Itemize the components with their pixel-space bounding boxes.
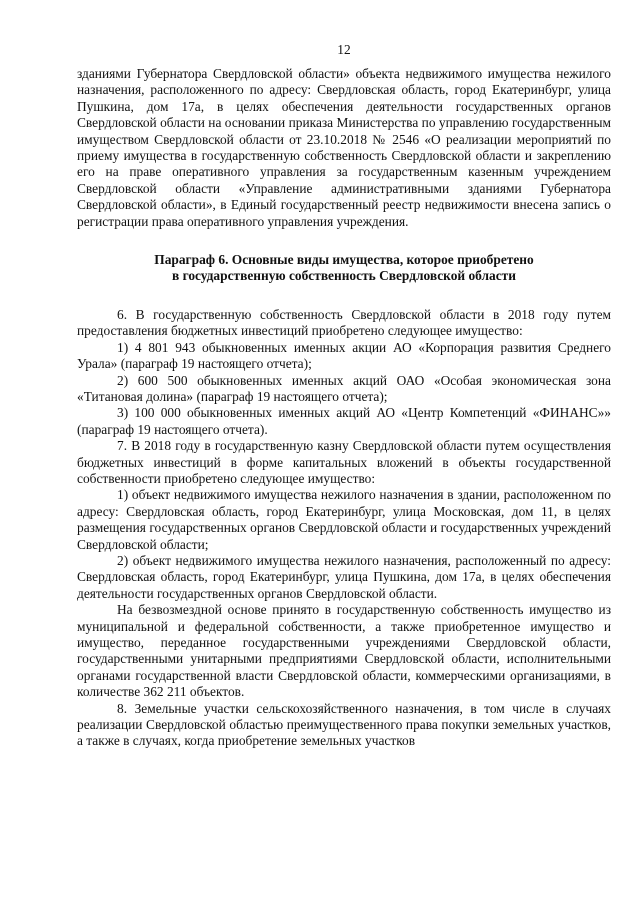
paragraph-subitem-6-2: 2) 600 500 обыкновенных именных акций ОАО «Особая экономическая зона «Титановая долина» (параграф 19 настоящего отчета); — [77, 372, 611, 404]
paragraph-item-8: 8. Земельные участки сельскохозяйственного назначения, в том числе в случаях реализации Свердловской областью преимущественного права покупки земельных участков, а также в случаях, когда приобретение земельных участков — [77, 700, 611, 749]
paragraph-subitem-7-2: 2) объект недвижимого имущества нежилого назначения, расположенный по адресу: Свердловская область, город Екатеринбург, улица Пушкина, дом 17а, в целях обеспечения деятельности государственных органов Свердловской области. — [77, 552, 611, 601]
page-number: 12 — [337, 42, 351, 57]
section-heading-line-1: Параграф 6. Основные виды имущества, которое приобретено — [154, 252, 534, 268]
paragraph-item-6: 6. В государственную собственность Свердловской области в 2018 году путем предоставления бюджетных инвестиций приобретено следующее имущество: — [77, 306, 611, 339]
document-page — [77, 0, 611, 750]
paragraph-item-7: 7. В 2018 году в государственную казну Свердловской области путем осуществления бюджетных инвестиций в форме капитальных вложений в объекты государственной собственности приобретено следующее имущество: — [77, 438, 611, 486]
section-heading — [77, 252, 611, 285]
paragraph-subitem-7-1: 1) объект недвижимого имущества нежилого назначения в здании, расположенном по адресу: Свердловская область, город Екатеринбург, улица Московская, дом 11, в целях размещения государственных органов Свердловской области и государственных учреждений Свердловской области; — [77, 487, 611, 552]
paragraph-subitem-6-3: 3) 100 000 обыкновенных именных акций АО «Центр Компетенций «ФИНАНС»» (параграф 19 настоящего отчета). — [77, 405, 611, 437]
section-heading-line-2: в государственную собственность Свердловской области — [172, 268, 516, 284]
paragraph-subitem-6-1: 1) 4 801 943 обыкновенных именных акции АО «Корпорация развития Среднего Урала» (параграф 19 настоящего отчета); — [77, 339, 611, 372]
paragraph-continuation: зданиями Губернатора Свердловской области» объекта недвижимого имущества нежилого назначения, расположенного по адресу: Свердловская область, город Екатеринбург, улица Пушкина, дом 17а, в целях обеспечения деятельности государственных органов Свердловской области на основании приказа Министерства по управлению государственным имуществом Свердловской области от 23.10.2018 № 2546 «О реализации мероприятий по приему имущества в государственную собственность Свердловской области и закреплению его на праве оперативного управления за государственным казенным учреждением Свердловской области «Управление административными зданиями Губернатора Свердловской области», в Единый государственный реестр недвижимости внесена запись о регистрации права оперативного управления учреждения. — [77, 66, 611, 229]
paragraph-free-transfer: На безвозмездной основе принято в государственную собственность имущество из муниципальной и федеральной собственности, а также приобретенное имущество и имущество, переданное государственными учреждениями Свердловской области, государственными унитарными предприятиями Свердловской области, исполнительными органами государственной власти Свердловской области, коммерческими организациями, в количестве 362 211 объектов. — [77, 602, 611, 700]
